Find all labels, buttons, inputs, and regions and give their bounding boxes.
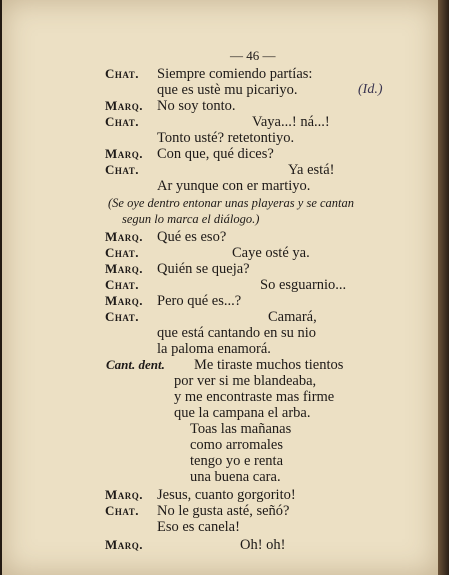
speaker-label: Marq.	[105, 229, 144, 244]
speaker-label: Chat.	[105, 114, 139, 129]
song-line: Me tiraste muchos tientos	[194, 357, 344, 373]
dialogue-line: Vaya...! ná...!	[252, 114, 330, 130]
book-page	[2, 0, 438, 575]
speaker-label: Chat.	[105, 162, 139, 177]
dialogue-line: Oh! oh!	[240, 537, 286, 553]
dialogue-line: Eso es canela!	[157, 519, 240, 535]
dialogue-line: No le gusta asté, señó?	[157, 503, 290, 519]
speaker-label: Marq.	[105, 293, 144, 308]
dialogue-line: Camará,	[268, 309, 317, 325]
stage-direction: (Se oye dentro entonar unas playeras y se cantan	[108, 196, 355, 210]
dialogue-line: Tonto usté? retetontiyo.	[157, 130, 295, 146]
dialogue-line: So esguarnio...	[260, 277, 347, 293]
speaker-label: Chat.	[105, 245, 139, 260]
dialogue-line: No soy tonto.	[157, 98, 236, 114]
speaker-label: Marq.	[105, 146, 144, 161]
speaker-label: Marq.	[105, 98, 144, 113]
dialogue-line: Con que, qué dices?	[157, 146, 274, 162]
speaker-label: Cant. dent.	[106, 357, 165, 372]
dialogue-line: Ar yunque con er martiyo.	[157, 178, 311, 194]
song-line: tengo yo e renta	[190, 453, 284, 469]
dialogue-line: Quién se queja?	[157, 261, 250, 277]
song-line: una buena cara.	[190, 469, 281, 485]
dialogue-line: Pero qué es...?	[157, 293, 242, 309]
dialogue-line: Ya está!	[288, 162, 335, 178]
song-line: Toas las mañanas	[190, 421, 292, 437]
dialogue-line: que está cantando en su nio	[157, 325, 317, 341]
speaker-label: Marq.	[105, 537, 144, 552]
page-number: — 46 —	[230, 48, 276, 63]
speaker-label: Chat.	[105, 277, 139, 292]
speaker-label: Chat.	[105, 66, 139, 81]
dialogue-line: la paloma enamorá.	[157, 341, 271, 357]
song-line: como arromales	[190, 437, 284, 453]
page-edge	[438, 0, 449, 575]
song-line: y me encontraste mas firme	[174, 389, 335, 405]
dialogue-line: Qué es eso?	[157, 229, 227, 245]
song-line: por ver si me blandeaba,	[174, 373, 317, 389]
speaker-label: Chat.	[105, 309, 139, 324]
speaker-label: Chat.	[105, 503, 139, 518]
speaker-label: Marq.	[105, 487, 144, 502]
stage-direction: segun lo marca el diálogo.)	[122, 212, 260, 226]
dialogue-line: Caye osté ya.	[232, 245, 310, 261]
dialogue-line: que es ustè mu picariyo.	[157, 82, 298, 98]
dialogue-line: Jesus, cuanto gorgorito!	[157, 487, 296, 503]
dialogue-line: Siempre comiendo partías:	[157, 66, 313, 82]
stage-note: (Id.)	[358, 82, 383, 97]
speaker-label: Marq.	[105, 261, 144, 276]
song-line: que la campana el arba.	[174, 405, 311, 421]
